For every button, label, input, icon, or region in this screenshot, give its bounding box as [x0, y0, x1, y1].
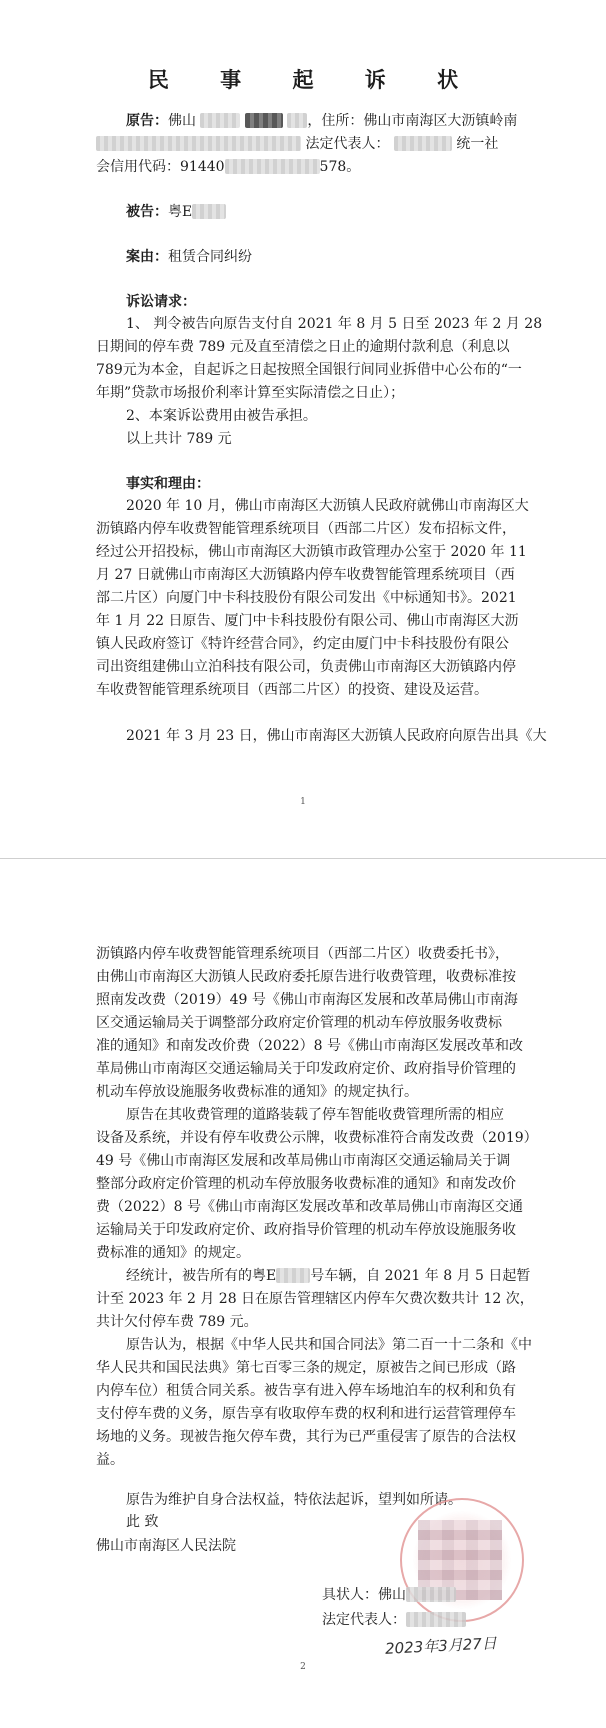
- claims-line: 1、 判令被告向原告支付自 2021 年 8 月 5 日至 2023 年 2 月 28: [126, 316, 543, 332]
- redaction: [96, 136, 301, 151]
- facts-line: 部二片区）向厦门中卡科技股份有限公司发出《中标通知书》。2021: [96, 590, 517, 606]
- facts-line: 2021 年 3 月 23 日，佛山市南海区大沥镇人民政府向原告出具《大: [126, 728, 547, 744]
- body-line: 原告在其收费管理的道路装载了停车智能收费管理所需的相应: [126, 1107, 504, 1123]
- case-label: 案由：: [126, 249, 168, 265]
- signature-date: 2023年3月27日: [384, 1634, 498, 1658]
- body-line: 设备及系统，并设有停车收费公示牌，收费标准符合南发改费（2019）: [96, 1130, 538, 1146]
- body-line: 原告为维护自身合法权益，特依法起诉，望判如所请。: [126, 1492, 462, 1508]
- body-line: 沥镇路内停车收费智能管理系统项目（西部二片区）收费委托书》，: [96, 946, 509, 962]
- page-1: [0, 0, 606, 858]
- body-line: 机动车停放设施服务收费标准的通知》的规定执行。: [96, 1084, 418, 1100]
- body-line: 计至 2023 年 2 月 28 日在原告管理辖区内停车欠费次数共计 12 次，: [96, 1291, 534, 1307]
- redaction: [192, 204, 226, 219]
- redaction: [406, 1612, 466, 1627]
- redaction: [200, 113, 240, 128]
- redaction: [394, 136, 452, 151]
- closing-line: 此 致: [126, 1514, 159, 1530]
- body-line: 经统计，被告所有的粤E 号车辆，自 2021 年 8 月 5 日起暂: [126, 1268, 531, 1284]
- page-divider: [0, 858, 606, 859]
- signer-line: 具状人：佛山: [322, 1587, 456, 1603]
- facts-line: 车收费智能管理系统项目（西部二片区）的投资、建设及运营。: [96, 682, 488, 698]
- body-line: 费标准的通知》的规定。: [96, 1245, 250, 1261]
- claims-line: 年期”贷款市场报价利率计算至实际清偿之日止）；: [96, 385, 405, 401]
- facts-line: 年 1 月 22 日原告、厦门中卡科技股份有限公司、佛山市南海区大沥: [96, 613, 519, 629]
- body-line: 运输局关于印发政府定价、政府指导价管理的机动车停放设施服务收: [96, 1222, 516, 1238]
- body-line: 共计欠付停车费 789 元。: [96, 1314, 258, 1330]
- plaintiff-line-2: 法定代表人： 统一社: [96, 136, 498, 152]
- plaintiff-line-1: 原告：佛山 ，住所：佛山市南海区大沥镇岭南: [126, 113, 518, 129]
- facts-line: 沥镇路内停车收费智能管理系统项目（西部二片区）发布招标文件，: [96, 521, 516, 537]
- claims-line: 2、本案诉讼费用由被告承担。: [126, 408, 317, 424]
- body-line: 区交通运输局关于调整部分政府定价管理的机动车停放服务收费标: [96, 1015, 502, 1031]
- body-line: 49 号《佛山市南海区发展和改革局佛山市南海区交通运输局关于调: [96, 1153, 511, 1169]
- facts-heading: 事实和理由：: [126, 476, 210, 492]
- body-line: 由佛山市南海区大沥镇人民政府委托原告进行收费管理，收费标准按: [96, 969, 516, 985]
- redaction: [225, 159, 320, 174]
- body-line: 华人民共和国民法典》第七百零三条的规定，原被告之间已形成（路: [96, 1360, 516, 1376]
- claims-line: 日期间的停车费 789 元及直至清偿之日止的逾期付款利息（利息以: [96, 339, 510, 355]
- page-number: 2: [300, 1662, 306, 1672]
- body-line: 场地的义务。现被告拖欠停车费，其行为已严重侵害了原告的合法权: [96, 1429, 516, 1445]
- body-line: 照南发改费（2019）49 号《佛山市南海区发展和改革局佛山市南海: [96, 992, 518, 1008]
- body-line: 原告认为，根据《中华人民共和国合同法》第二百一十二条和《中: [126, 1337, 532, 1353]
- defendant-label: 被告：: [126, 204, 168, 220]
- claims-line: 789元为本金，自起诉之日起按照全国银行间同业拆借中心公布的“一: [96, 362, 522, 378]
- body-line: 支付停车费的义务，原告享有收取停车费的权利和进行运营管理停车: [96, 1406, 516, 1422]
- facts-line: 2020 年 10 月，佛山市南海区大沥镇人民政府就佛山市南海区大: [126, 498, 529, 514]
- claims-heading: 诉讼请求：: [126, 294, 196, 310]
- redaction: [276, 1268, 310, 1283]
- page-number: 1: [300, 797, 306, 807]
- representative-line: 法定代表人：: [322, 1612, 466, 1628]
- facts-line: 司出资组建佛山立泊科技有限公司，负责佛山市南海区大沥镇路内停: [96, 659, 516, 675]
- body-line: 准的通知》和南发改价费（2022）8 号《佛山市南海区发展改革和改: [96, 1038, 523, 1054]
- plaintiff-label: 原告：: [126, 113, 168, 129]
- body-line: 内停车位）租赁合同关系。被告享有进入停车场地泊车的权利和负有: [96, 1383, 516, 1399]
- facts-line: 经过公开招投标，佛山市南海区大沥镇市政管理办公室于 2020 年 11: [96, 544, 527, 560]
- facts-line: 月 27 日就佛山市南海区大沥镇路内停车收费智能管理系统项目（西: [96, 567, 515, 583]
- claims-total: 以上共计 789 元: [126, 431, 232, 447]
- body-line: 费（2022）8 号《佛山市南海区发展改革和改革局佛山市南海区交通: [96, 1199, 523, 1215]
- body-line: 革局佛山市南海区交通运输局关于印发政府定价、政府指导价管理的: [96, 1061, 516, 1077]
- redaction: [287, 113, 307, 128]
- case-line: 案由：租赁合同纠纷: [126, 249, 252, 265]
- redaction: [406, 1587, 456, 1602]
- body-line: 整部分政府定价管理的机动车停放服务收费标准的通知》和南发改价: [96, 1176, 516, 1192]
- redaction: [245, 113, 283, 128]
- facts-line: 镇人民政府签订《特许经营合同》，约定由厦门中卡科技股份有限公: [96, 636, 509, 652]
- defendant-line: 被告：粤E: [126, 204, 226, 220]
- court-name: 佛山市南海区人民法院: [96, 1538, 236, 1554]
- document-title: 民 事 起 诉 状: [147, 67, 481, 92]
- plaintiff-line-3: 会信用代码：91440 578。: [96, 159, 361, 175]
- body-line: 益。: [96, 1452, 124, 1468]
